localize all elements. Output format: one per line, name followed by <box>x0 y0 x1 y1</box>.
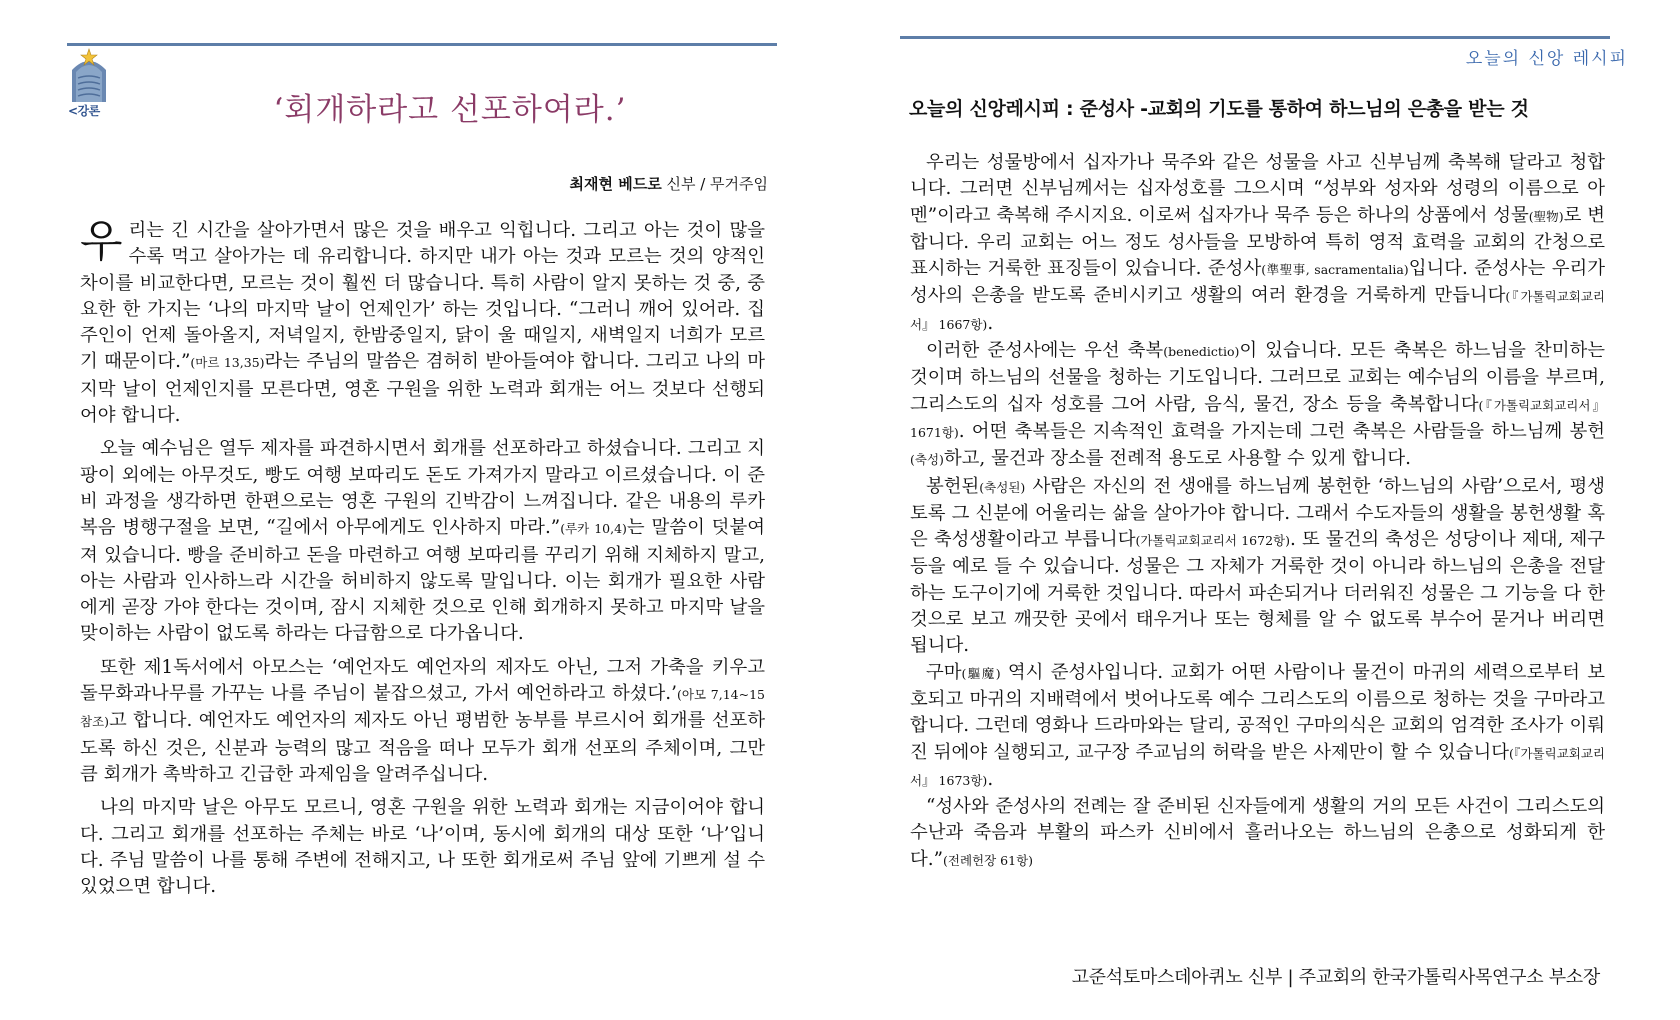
paragraph <box>80 795 765 900</box>
text-run: . 또 물건의 축성은 성당이나 제대, 제구 등을 예로 들 수 있습니다. 성물은 그 자체가 거룩한 것이 아니라 하느님의 은총을 전달하는 도구이기에 거룩한 것입니다. 따라서 파손되거나 더러워진 성물은 그 기능을 다 한 것으로 보고 깨끗한 곳에서 태우거나 또는 형체를 알 수 없도록 부수어 묻거나 버리면 됩니다. <box>910 529 1605 657</box>
citation: (축성된) <box>979 479 1026 495</box>
text-run: . <box>987 768 994 790</box>
text-run: 입니다. 준성사는 우리가 성사의 은총을 받도록 준비시키고 생활의 여러 환경을 거룩하게 만듭니다 <box>910 258 1605 307</box>
paragraph <box>80 655 765 788</box>
paragraph <box>910 150 1605 338</box>
text-run: 나의 마지막 날은 아무도 모르니, 영혼 구원을 위한 노력과 회개는 지금이어야 합니다. 그리고 회개를 선포하는 주체는 바로 ‘나’이며, 동시에 회개의 대상 또한 ‘나’입니다. 주님 말씀이 나를 통해 주변에 전해지고, 나 또한 회개로써 주님 앞에 기쁘게 설 수 있었으면 합니다. <box>80 797 765 898</box>
text-run: 오늘 예수님은 열두 제자를 파견하시면서 회개를 선포하라고 하셨습니다. 그리고 지팡이 외에는 아무것도, 빵도 여행 보따리도 돈도 가져가지 말라고 이르셨습니다. 이 준비 과정을 생각하면 한편으로는 영혼 구원의 긴박감이 느껴집니다. 같은 내용의 루카 복음 병행구절을 보면, “길에서 아무에게도 인사하지 마라.” <box>80 438 765 539</box>
article-subtitle: 오늘의 신앙레시피 : 준성사 -교회의 기도를 통하여 하느님의 은총을 받는 것 <box>909 98 1529 120</box>
citation: (『가톨릭교회교리서』 1667항) <box>910 289 1605 332</box>
citation: (聖物) <box>1528 208 1564 224</box>
citation: (驅魔) <box>961 665 1001 681</box>
text-run: “성사와 준성사의 전례는 잘 준비된 신자들에게 생활의 거의 모든 사건이 그리스도의 수난과 죽음과 부활의 파스카 신비에서 흘러나오는 하느님의 은총으로 성화되게 한다.” <box>910 796 1605 870</box>
citation: (『가톨릭교회교리서』 1671항) <box>910 397 1605 440</box>
paragraph <box>910 474 1605 660</box>
citation: (루카 10,4) <box>560 521 627 537</box>
text-run: 구마 <box>926 661 962 683</box>
author-role: 신부 / 무거주임 <box>661 175 768 193</box>
sermon-body <box>80 218 765 907</box>
paragraph <box>910 660 1605 794</box>
citation: (가톨릭교회교리서 1672항) <box>1135 533 1290 549</box>
text-run: . 어떤 축복들은 지속적인 효력을 가지는데 그런 축복은 사람들을 하느님께 봉헌 <box>958 420 1605 442</box>
text-run: 또한 제1독서에서 아모스는 ‘예언자도 예언자의 제자도 아닌, 그저 가축을 키우고 돌무화과나무를 가꾸는 나를 주님이 붙잡으셨고, 가서 예언하라고 하셨다.’ <box>80 656 765 705</box>
byline <box>570 173 768 194</box>
drop-cap: 우 <box>80 216 123 267</box>
text-run: 리는 긴 시간을 살아가면서 많은 것을 배우고 익힙니다. 그리고 아는 것이 많을수록 먹고 살아가는 데 유리합니다. 하지만 내가 아는 것과 모르는 것의 양적인 차이를 비교한다면, 모르는 것이 훨씬 더 많습니다. 특히 사람이 알지 못하는 것 중, 중요한 한 가지는 ‘나의 마지막 날이 언제인가’ 하는 것입니다. “그러니 깨어 있어라. 집주인이 언제 돌아올지, 저녁일지, 한밤중일지, 닭이 울 때일지, 새벽일지 너희가 모르기 때문이다.” <box>80 220 765 373</box>
text-run: 우리는 성물방에서 십자가나 묵주와 같은 성물을 사고 신부님께 축복해 달라고 청합니다. 그러면 신부님께서는 십자성호를 그으시며 “성부와 성자와 성령의 이름으로 아멘”이라고 축복해 주시지요. 이로써 십자가나 묵주 등은 하나의 상품에서 성물 <box>910 152 1605 226</box>
text-run: 하고, 물건과 장소를 전례적 용도로 사용할 수 있게 합니다. <box>943 448 1411 470</box>
text-run: 라는 주님의 말씀은 겸허히 받아들여야 합니다. 그리고 나의 마지막 날이 언제인지를 모른다면, 영혼 구원을 위한 노력과 회개는 어느 것보다 선행되어야 합니다. <box>80 351 766 427</box>
text-run: 역시 준성사입니다. 교회가 어떤 사람이나 물건이 마귀의 세력으로부터 보호되고 마귀의 지배력에서 벗어나도록 예수 그리스도의 이름으로 청하는 것을 구마라고 합니다. 그런데 영화나 드라마와는 달리, 공적인 구마의식은 교회의 엄격한 조사가 이뤄진 뒤에야 실행되고, 교구장 주교님의 허락을 받은 사제만이 할 수 있습니다 <box>910 661 1605 763</box>
header-rule-left <box>67 43 777 46</box>
text-run: 봉헌된 <box>926 475 980 497</box>
text-run: 는 말씀이 덧붙여져 있습니다. 빵을 준비하고 돈을 마련하고 여행 보따리를 꾸리기 위해 지체하지 말고, 아는 사람과 인사하느라 시간을 허비하지 않도록 말입니다. 이는 회개가 필요한 사람에게 곧장 가야 한다는 것이며, 잠시 지체한 것으로 인해 회개하지 못하고 마지막 날을 맞이하는 사람이 없도록 하라는 다급함으로 다가옵니다. <box>80 517 765 645</box>
citation: (benedictio) <box>1163 344 1240 360</box>
author-name: 최재현 베드로 <box>569 175 662 193</box>
section-tag: <강론 <box>68 104 100 118</box>
text-run: 로 변합니다. 우리 교회는 어느 정도 성사들을 모방하여 특히 영적 효력을 교회의 간청으로 표시하는 거룩한 표징들이 있습니다. 준성사 <box>910 204 1605 280</box>
paragraph <box>80 218 765 429</box>
text-run: 이러한 준성사에는 우선 축복 <box>926 340 1164 362</box>
text-run: . <box>987 312 994 334</box>
sermon-title: ‘회개하라고 선포하여라.’ <box>273 92 627 128</box>
citation: (아모 7,14~15 참조) <box>80 687 766 730</box>
author-signature: 고준석토마스데아퀴노 신부 | 주교회의 한국가톨릭사목연구소 부소장 <box>1071 967 1600 988</box>
paragraph <box>910 794 1605 874</box>
article-body <box>910 150 1605 874</box>
series-label: 오늘의 신앙 레시피 <box>1465 49 1628 69</box>
text-run: 사람은 자신의 전 생애를 하느님께 봉헌한 ‘하느님의 사람’으로서, 평생토록 그 신분에 어울리는 삶을 살아가야 합니다. 그래서 수도자들의 생활을 봉헌생활 혹은 축성생활이라고 부릅니다 <box>910 475 1605 551</box>
header-rule-right <box>900 36 1610 39</box>
citation: (전례헌장 61항) <box>943 852 1034 868</box>
citation: (마르 13,35) <box>190 355 265 371</box>
citation: (準聖事, sacramentalia) <box>1261 262 1409 278</box>
text-run: 이 있습니다. 모든 축복은 하느님을 찬미하는 것이며 하느님의 선물을 청하는 기도입니다. 그러므로 교회는 예수님의 이름을 부르며, 그리스도의 십자 성호를 그어 사람, 음식, 물건, 장소 등을 축복합니다 <box>910 340 1605 415</box>
paragraph <box>910 338 1605 473</box>
paragraph <box>80 436 765 647</box>
right-page <box>840 0 1680 1020</box>
text-run: 고 합니다. 예언자도 예언자의 제자도 아닌 평범한 농부를 부르시어 회개를 선포하도록 하신 것은, 신분과 능력의 많고 적음을 떠나 모두가 회개 선포의 주체이며, 그만큼 회개가 촉박하고 긴급한 과제임을 알려주십니다. <box>80 710 765 785</box>
citation: (축성) <box>910 452 944 468</box>
citation: (『가톨릭교회교리서』 1673항) <box>910 745 1605 788</box>
star-emblem-icon <box>70 48 108 102</box>
